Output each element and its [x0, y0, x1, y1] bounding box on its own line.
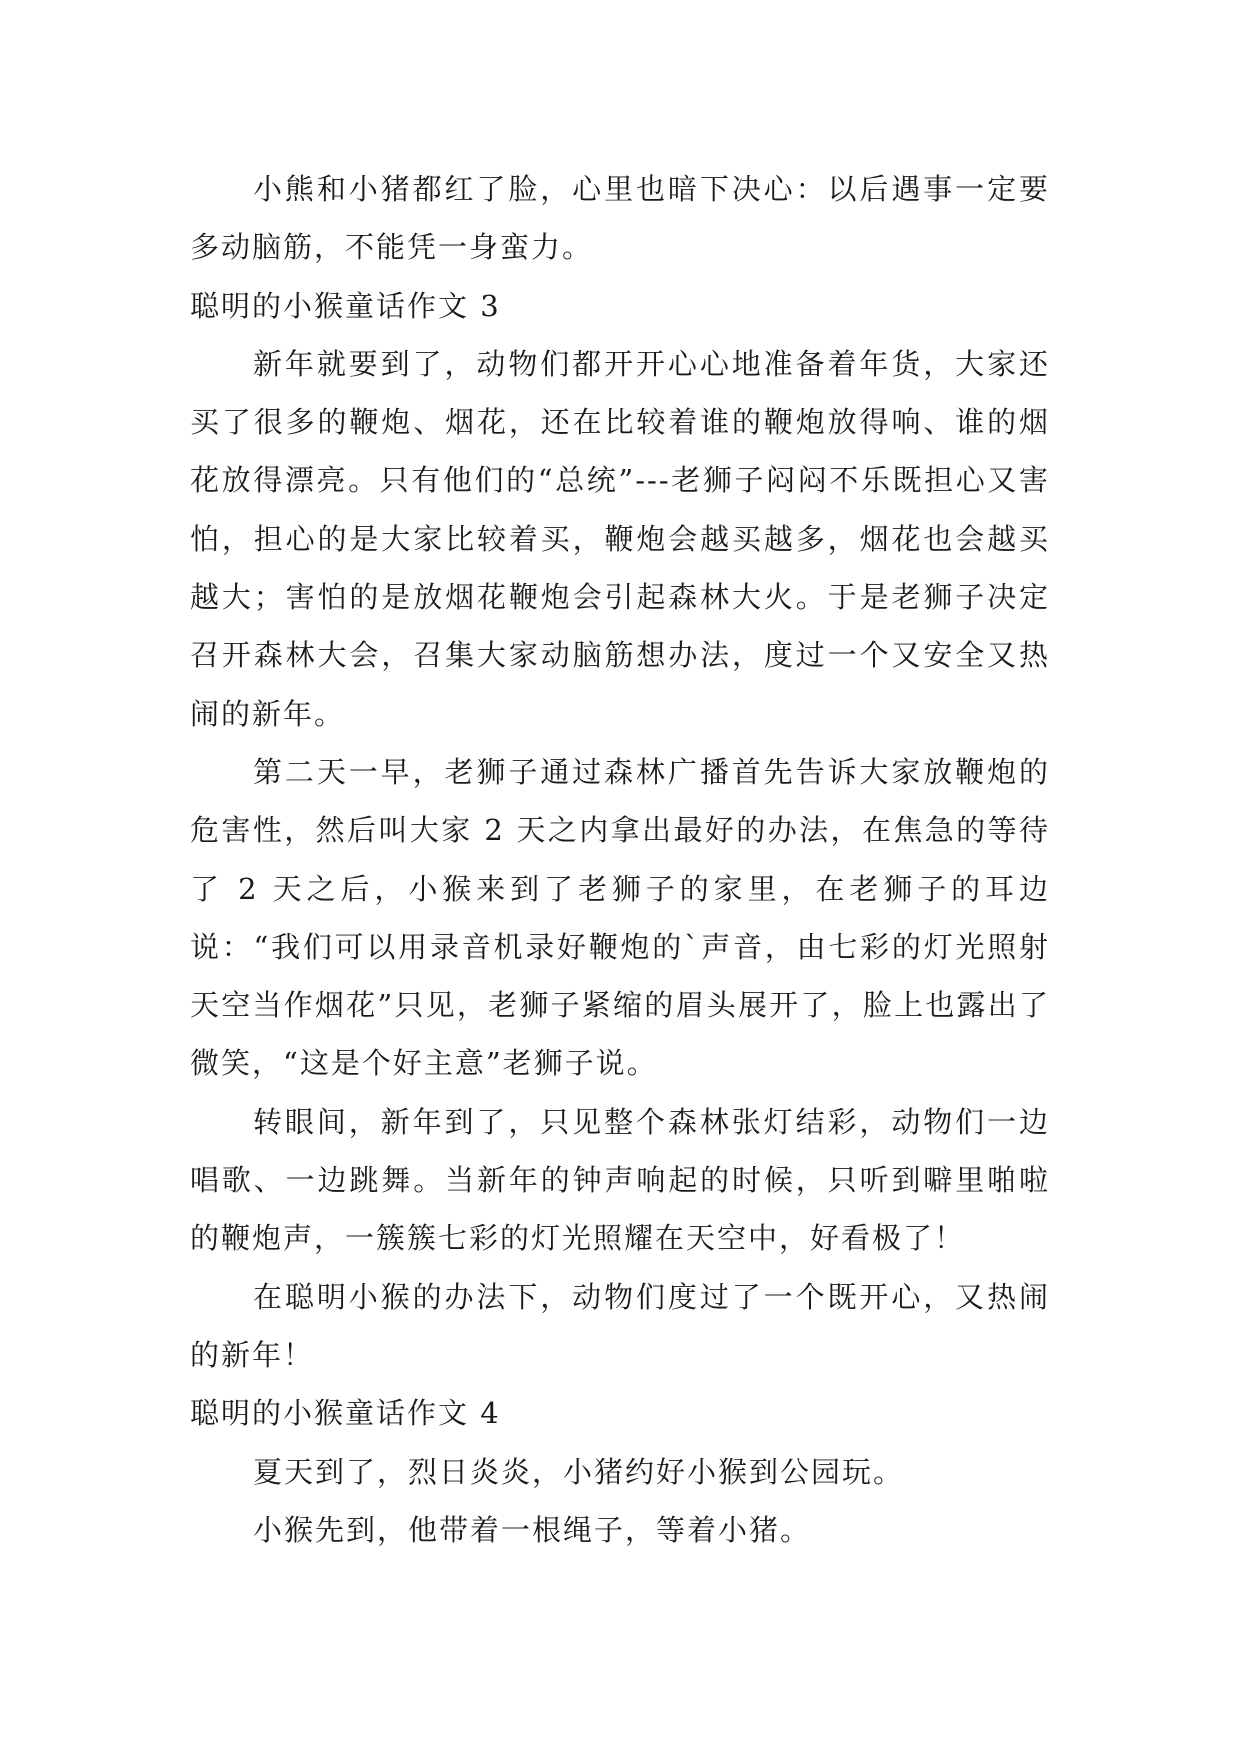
paragraph: 新年就要到了，动物们都开开心心地准备着年货，大家还买了很多的鞭炮、烟花，还在比较着谁的鞭炮放得响、谁的烟花放得漂亮。只有他们的“总统”---老狮子闷闷不乐既担心又害怕，担心的是大家比较着买，鞭炮会越买越多，烟花也会越买越大；害怕的是放烟花鞭炮会引起森林大火。于是老狮子决定召开森林大会，召集大家动脑筋想办法，度过一个又安全又热闹的新年。: [190, 346, 1050, 731]
paragraph: 在聪明小猴的办法下，动物们度过了一个既开心，又热闹的新年！: [190, 1279, 1050, 1372]
paragraph: 小猴先到，他带着一根绳子，等着小猪。: [253, 1512, 812, 1547]
document-body: [190, 160, 1050, 1559]
paragraph: 夏天到了，烈日炎炎，小猪约好小猴到公园玩。: [253, 1454, 905, 1489]
paragraph: 转眼间，新年到了，只见整个森林张灯结彩，动物们一边唱歌、一边跳舞。当新年的钟声响起的时候，只听到噼里啪啦的鞭炮声，一簇簇七彩的灯光照耀在天空中，好看极了！: [190, 1104, 1050, 1256]
section-heading: 聪明的小猴童话作文 3: [190, 288, 501, 323]
paragraph: 第二天一早，老狮子通过森林广播首先告诉大家放鞭炮的危害性，然后叫大家 2 天之内拿出最好的办法，在焦急的等待了 2 天之后，小猴来到了老狮子的家里，在老狮子的耳边说：“我们可以用录音机录好鞭炮的`声音，由七彩的灯光照射天空当作烟花”只见，老狮子紧缩的眉头展开了，脸上也露出了微笑，“这是个好主意”老狮子说。: [190, 754, 1050, 1081]
section-heading: 聪明的小猴童话作文 4: [190, 1396, 501, 1431]
paragraph: 小熊和小猪都红了脸，心里也暗下决心：以后遇事一定要多动脑筋，不能凭一身蛮力。: [190, 172, 1050, 265]
